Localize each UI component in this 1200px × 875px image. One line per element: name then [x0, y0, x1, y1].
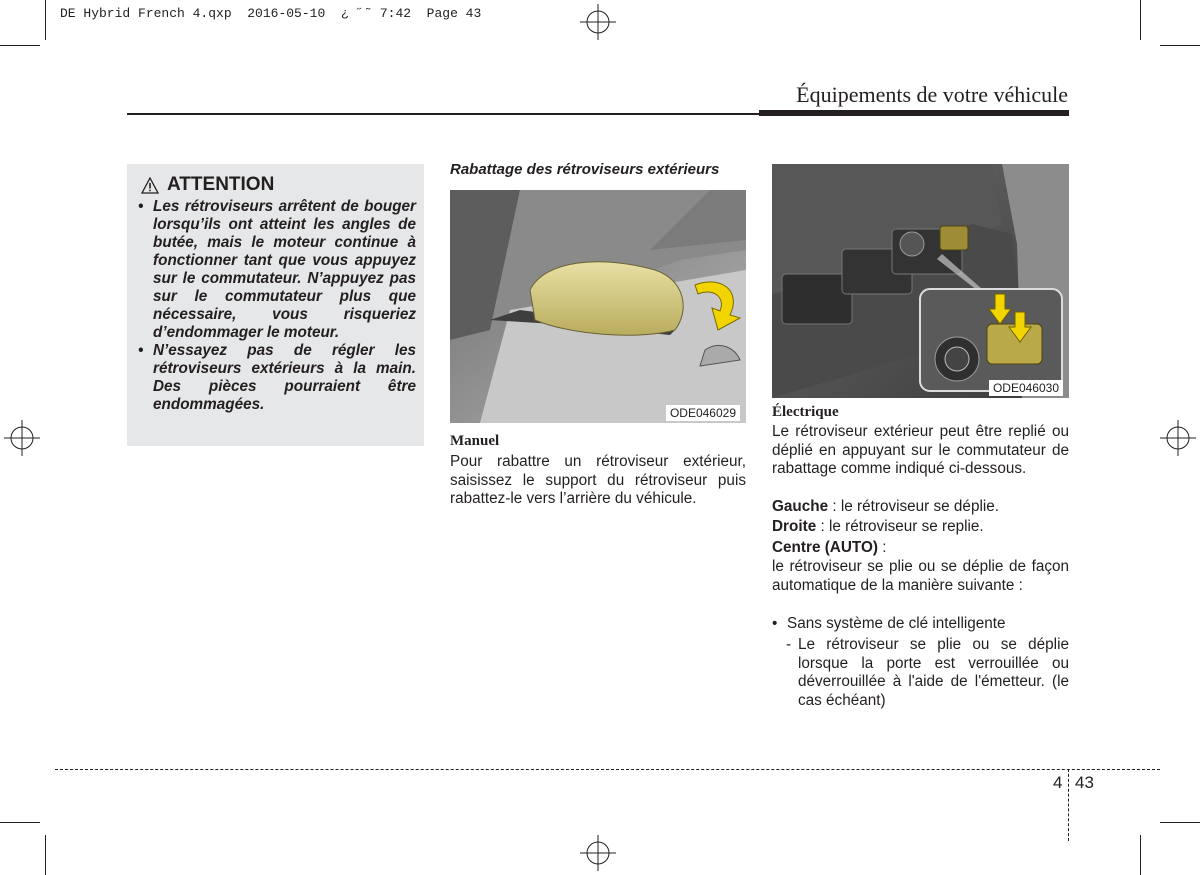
- crop-mark: [1140, 0, 1141, 40]
- attention-heading: [141, 174, 274, 196]
- registration-mark-icon: [1160, 420, 1196, 456]
- manual-heading: Manuel: [450, 433, 500, 449]
- electric-heading: Électrique: [772, 404, 839, 420]
- dash-item: [786, 636, 1069, 710]
- dash-text: Le rétroviseur se plie ou se déplie lorsque la porte est verrouillée ou déverrouillée à l'aide de l'émetteur. (le cas échéant): [798, 636, 1069, 709]
- crop-mark: [45, 0, 46, 40]
- centre-label: Centre (AUTO): [772, 539, 878, 556]
- registration-mark-icon: [580, 4, 616, 40]
- page-number: 43: [1075, 773, 1094, 792]
- gauche-text: : le rétroviseur se déplie.: [828, 498, 1000, 515]
- warning-triangle-icon: [141, 177, 159, 194]
- crop-mark: [1160, 45, 1200, 46]
- bullet-mark: •: [772, 615, 778, 632]
- manual-text: Pour rabattre un rétroviseur extérieur, saisissez le support du rétroviseur puis rabattez-le vers l’arrière du véhicule.: [450, 453, 746, 507]
- droite-label: Droite: [772, 518, 817, 535]
- attention-list: [135, 198, 416, 414]
- footer-divider: [1068, 769, 1069, 841]
- crop-mark: [45, 835, 46, 875]
- switch-illustration: [772, 164, 1069, 398]
- attention-title: ATTENTION: [167, 174, 275, 195]
- registration-mark-icon: [580, 835, 616, 871]
- crop-mark: [1160, 822, 1200, 823]
- centre-text: :: [877, 539, 887, 556]
- bullet-text: Sans système de clé intelligente: [787, 615, 1006, 632]
- figure-code: ODE046029: [666, 405, 740, 421]
- print-slug: DE Hybrid French 4.qxp 2016-05-10 ¿ ˝˜ 7:42 Page 43: [60, 6, 482, 21]
- header-rule: [127, 113, 759, 115]
- figure-code: ODE046030: [989, 380, 1063, 396]
- dash-mark: -: [786, 636, 792, 653]
- mirror-illustration: [450, 190, 746, 423]
- list-item: • Les rétroviseurs arrêtent de bouger lorsqu’ils ont atteint les angles de butée, mais le moteur continue à fonctionner tant que vous appuyez sur le commutateur. N’appuyez pas sur le commutateur plus que nécessaire, vous risqueriez d’endommager le moteur.: [138, 198, 416, 341]
- section-title: Équipements de votre véhicule: [796, 82, 1068, 107]
- header-rule-thick: [759, 110, 1069, 116]
- droite-line: [772, 518, 1069, 537]
- switch-figure: [772, 164, 1069, 398]
- bullet-item: [772, 615, 1069, 634]
- electric-intro: Le rétroviseur extérieur peut être replié ou déplié en appuyant sur le commutateur de rabattage comme indiqué ci-dessous.: [772, 423, 1069, 477]
- centre-line: [772, 539, 1069, 558]
- list-item: • N’essayez pas de régler les rétroviseurs extérieurs à la main. Des pièces pourraient être endommagées.: [138, 342, 416, 413]
- folding-heading: Rabattage des rétroviseurs extérieurs: [450, 161, 720, 178]
- attention-box: [127, 164, 424, 446]
- registration-mark-icon: [4, 420, 40, 456]
- auto-text: le rétroviseur se plie ou se déplie de façon automatique de la manière suivante :: [772, 558, 1069, 594]
- chapter-number: 4: [1053, 773, 1063, 792]
- gauche-label: Gauche: [772, 498, 829, 515]
- gauche-line: [772, 498, 1069, 517]
- droite-text: : le rétroviseur se replie.: [816, 518, 984, 535]
- mirror-figure: [450, 190, 746, 423]
- crop-mark: [1140, 835, 1141, 875]
- footer-rule: [55, 769, 1160, 770]
- crop-mark: [0, 45, 40, 46]
- crop-mark: [0, 822, 40, 823]
